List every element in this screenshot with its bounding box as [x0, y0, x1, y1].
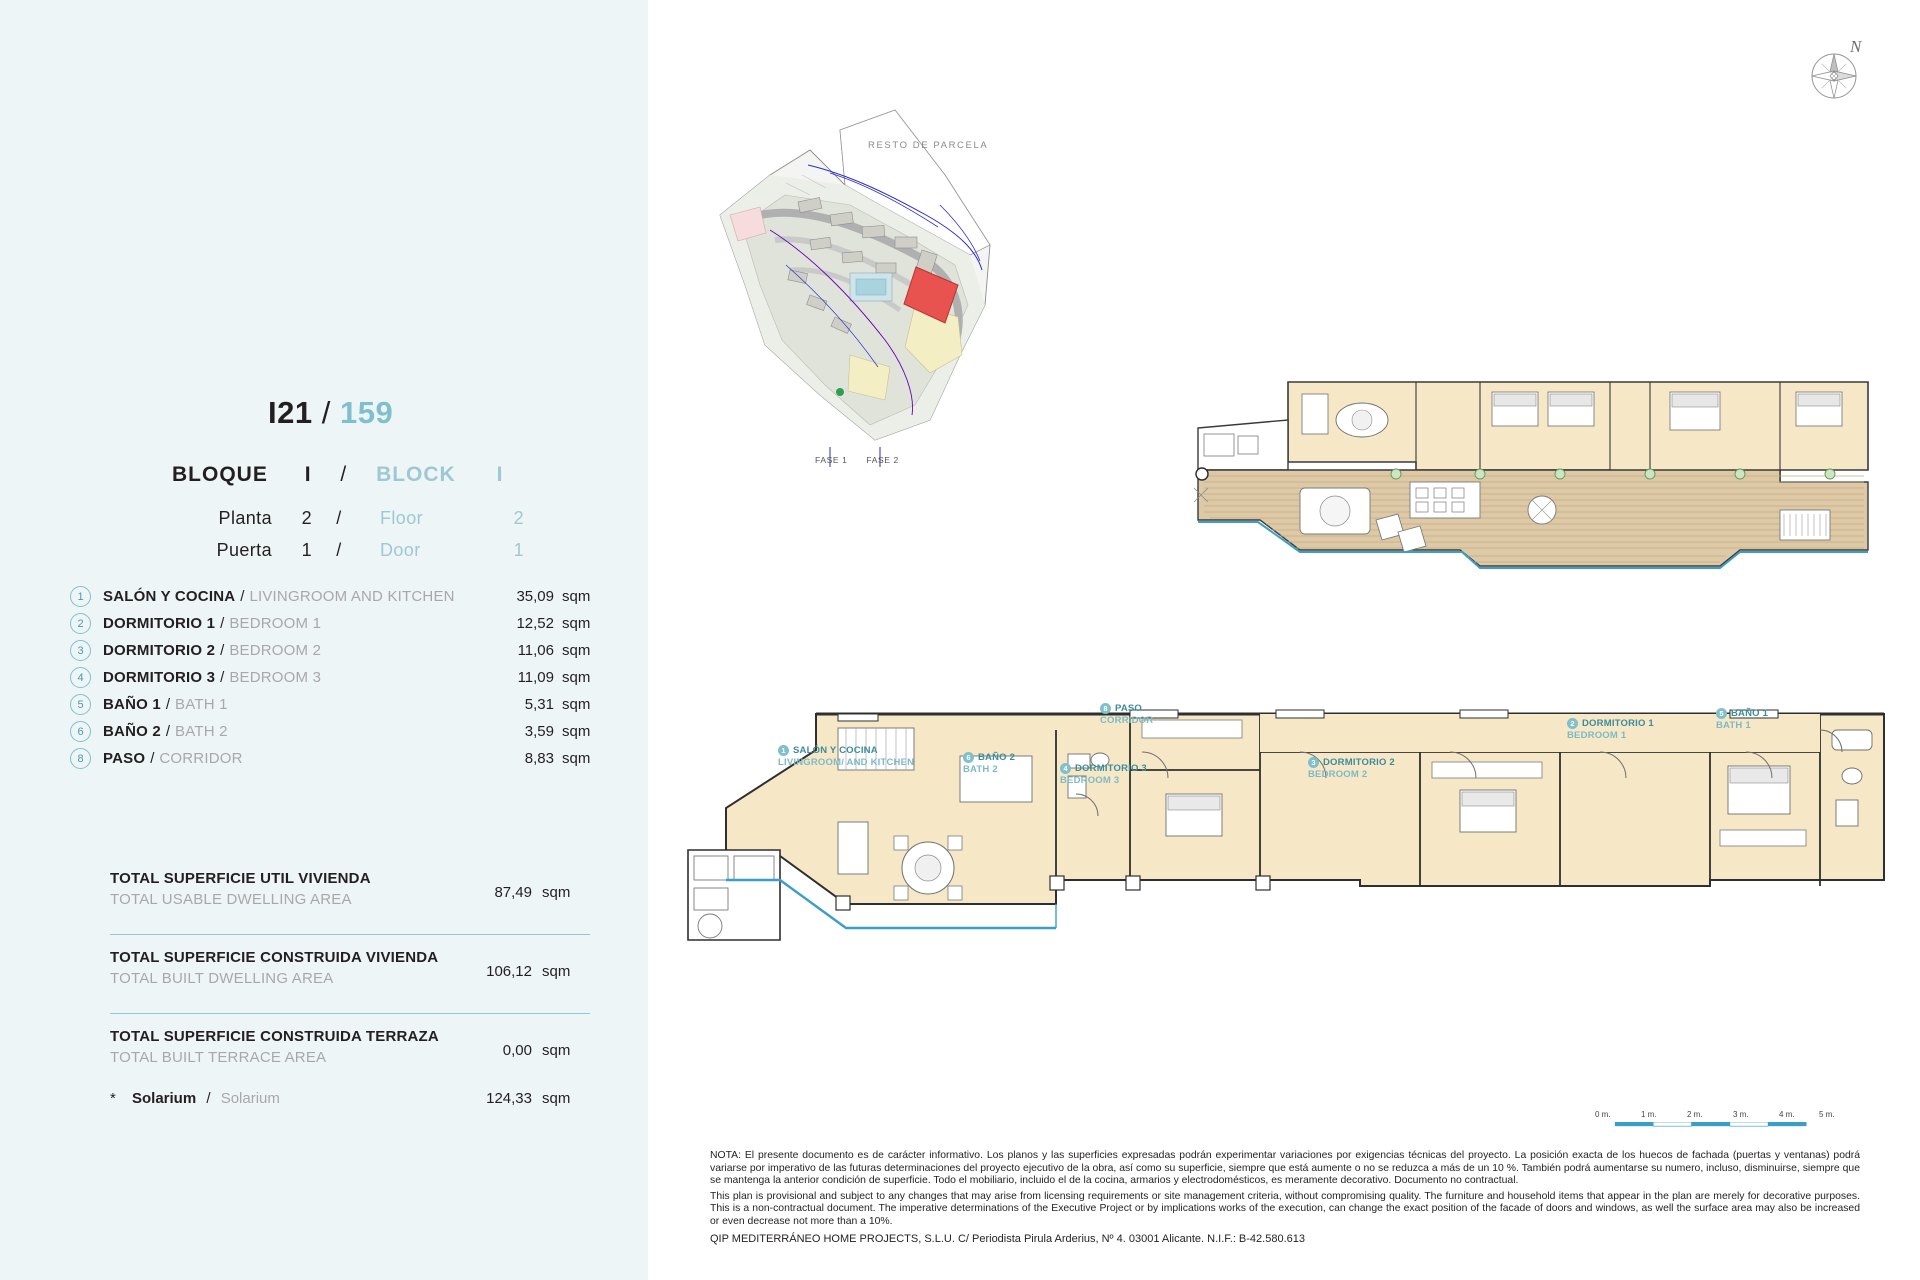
scale-tick: 5 m. [1819, 1110, 1835, 1119]
plan-label-en: BEDROOM 1 [1567, 729, 1627, 741]
total-unit: sqm [542, 884, 571, 901]
block-label-es: BLOQUE [172, 463, 268, 486]
door-value-en: 1 [513, 540, 524, 560]
solarium-number: 124,33 [486, 1090, 532, 1107]
plan-label-bath1 [1716, 708, 1768, 731]
room-number-badge: 6 [70, 721, 91, 742]
room-area-value: 11,09 [517, 669, 554, 686]
room-number-badge: 2 [1567, 718, 1578, 729]
scale-tick: 2 m. [1687, 1110, 1703, 1119]
solarium-row [110, 1090, 590, 1107]
room-name-es: DORMITORIO 3 [103, 669, 216, 686]
total-value [430, 963, 590, 980]
door-label-en: Door [380, 540, 421, 560]
site-plan-phase-labels [815, 455, 915, 465]
room-area-unit: sqm [562, 588, 591, 605]
room-name-en: CORRIDOR [159, 750, 243, 767]
dwelling-floor-plan [660, 690, 1890, 970]
list-item [70, 718, 610, 745]
solarium-value [430, 1090, 590, 1107]
plan-label-bedroom2 [1308, 757, 1395, 780]
total-number: 106,12 [486, 963, 532, 980]
unit-header [268, 395, 393, 431]
door-line [172, 540, 592, 561]
floor-label-es: Planta [218, 508, 272, 528]
block-label-en: BLOCK [376, 463, 456, 486]
room-area [430, 696, 610, 713]
list-item [70, 745, 610, 772]
unit-number: 159 [339, 395, 394, 430]
door-label-es: Puerta [216, 540, 272, 560]
plan-label-en: BEDROOM 3 [1060, 774, 1120, 786]
room-separator: / [165, 723, 171, 740]
plan-label-en: BATH 1 [1716, 719, 1751, 731]
plan-label-livingroom [778, 745, 914, 768]
list-item [70, 691, 610, 718]
plan-label-es: BAÑO 1 [1731, 708, 1769, 720]
room-number-badge: 4 [1060, 763, 1071, 774]
total-number: 0,00 [502, 1042, 532, 1059]
total-value [430, 1042, 590, 1059]
company-legal-line: QIP MEDITERRÁNEO HOME PROJECTS, S.L.U. C/ Periodista Pirula Arderius, Nº 4. 03001 Alicante. N.I.F.: B-42.580.613 [710, 1232, 1305, 1245]
room-number-badge: 4 [70, 667, 91, 688]
scale-bar-graphic [1595, 1122, 1833, 1127]
total-number: 87,49 [494, 884, 532, 901]
total-label-es: TOTAL SUPERFICIE CONSTRUIDA VIVIENDA [110, 949, 439, 966]
floor-value-en: 2 [513, 508, 524, 528]
floor-label-en: Floor [380, 508, 424, 528]
svg-text:N: N [1850, 37, 1862, 56]
scale-tick: 1 m. [1641, 1110, 1657, 1119]
plan-label-es: SALÓN Y COCINA [793, 745, 878, 757]
plan-label-en: LIVINGROOM/ AND KITCHEN [778, 756, 915, 768]
room-area [455, 588, 610, 605]
room-area-value: 35,09 [516, 588, 554, 605]
room-separator: / [220, 642, 225, 659]
total-terrace-area [110, 1028, 590, 1076]
room-name-en: BEDROOM 2 [229, 642, 322, 659]
room-area-unit: sqm [562, 696, 591, 713]
room-number-badge: 1 [70, 586, 91, 607]
room-area [430, 750, 610, 767]
room-number-badge: 8 [1100, 703, 1111, 714]
room-area-value: 5,31 [524, 696, 554, 713]
room-area-value: 8,83 [524, 750, 554, 767]
room-number-badge: 6 [963, 752, 974, 763]
scale-tick: 3 m. [1733, 1110, 1749, 1119]
total-unit: sqm [542, 1042, 571, 1059]
block-value-en: I [496, 463, 504, 486]
block-separator: / [340, 463, 348, 486]
floor-separator: / [336, 508, 342, 528]
list-item [70, 637, 610, 664]
room-name-es: DORMITORIO 1 [103, 615, 216, 632]
unit-code: I21 [268, 395, 313, 430]
room-area-unit: sqm [562, 642, 591, 659]
door-separator: / [336, 540, 342, 560]
room-area [430, 723, 610, 740]
room-separator: / [240, 588, 245, 605]
plan-label-es: DORMITORIO 2 [1323, 757, 1395, 769]
room-number-badge: 5 [1716, 708, 1727, 719]
info-panel [0, 0, 648, 1280]
solarium-label-en: Solarium [220, 1090, 280, 1107]
total-usable-area [110, 870, 590, 918]
plan-label-en: BEDROOM 2 [1308, 768, 1368, 780]
plan-label-bedroom3 [1060, 763, 1147, 786]
room-number-badge: 8 [70, 748, 91, 769]
solarium-separator: / [206, 1090, 211, 1107]
room-separator: / [220, 615, 225, 632]
room-name-en: BEDROOM 1 [229, 615, 322, 632]
room-separator: / [165, 696, 171, 713]
divider [110, 1013, 590, 1014]
room-number-badge: 5 [70, 694, 91, 715]
solarium-floor-plan [1180, 370, 1880, 620]
total-label-en: TOTAL BUILT DWELLING AREA [110, 970, 334, 987]
scale-tick: 0 m. [1595, 1110, 1611, 1119]
floor-value-es: 2 [301, 508, 312, 528]
room-area-unit: sqm [562, 750, 591, 767]
room-name-en: LIVINGROOM AND KITCHEN [249, 588, 455, 605]
block-value-es: I [304, 463, 312, 486]
phase-1-label: FASE 1 [815, 455, 848, 465]
plan-label-en: BATH 2 [963, 763, 998, 775]
total-built-area [110, 949, 590, 997]
room-number-badge: 3 [1308, 757, 1319, 768]
plan-label-es: DORMITORIO 3 [1075, 763, 1147, 775]
solarium-label-es: Solarium [132, 1090, 197, 1107]
plan-label-corridor [1100, 703, 1153, 726]
room-number-badge: 2 [70, 613, 91, 634]
list-item [70, 610, 610, 637]
disclaimer-note [710, 1150, 1860, 1245]
asterisk: * [110, 1090, 116, 1107]
room-number-badge: 3 [70, 640, 91, 661]
divider [110, 934, 590, 935]
site-plan [690, 55, 1160, 475]
room-name-es: BAÑO 1 [103, 696, 161, 713]
room-area [430, 615, 610, 632]
room-name-es: BAÑO 2 [103, 723, 161, 740]
total-label-es: TOTAL SUPERFICIE CONSTRUIDA TERRAZA [110, 1028, 439, 1045]
site-plan-parcel-label: RESTO DE PARCELA [868, 140, 989, 151]
door-value-es: 1 [301, 540, 312, 560]
total-label-en: TOTAL BUILT TERRACE AREA [110, 1049, 327, 1066]
room-area-unit: sqm [562, 723, 591, 740]
room-name-es: PASO [103, 750, 146, 767]
compass-rose-icon [1800, 36, 1872, 108]
total-value [430, 884, 590, 901]
plan-label-es: DORMITORIO 1 [1582, 718, 1654, 730]
list-item [70, 583, 610, 610]
room-name-es: SALÓN Y COCINA [103, 588, 236, 605]
note-text-es: NOTA: El presente documento es de carácter informativo. Los planos y las superficies expresadas podrán experimentar variaciones por exigencias técnicas del proyecto. La posición exacta de los huecos de fachada (puertas y ventanas) podrá variarse por imperativo de las futuras determinaciones del proyecto ejecutivo de la obra, así como su superficie, siempre que está aumente o no se reduzca a más de un 10 %. También podrá aumentarse su numero, incluso, disminuirse, siempre que se mantenga la anterior condición de superficie. Todo el mobiliario, incluido el de la cocina, armarios y electrodomésticos, es meramente decorativo. Documento no contractual. [710, 1150, 1860, 1187]
plan-label-es: PASO [1115, 703, 1143, 715]
room-legend-list [70, 583, 610, 772]
room-name-es: DORMITORIO 2 [103, 642, 216, 659]
solarium-unit: sqm [542, 1090, 571, 1107]
block-line [172, 463, 592, 487]
scale-bar [1595, 1110, 1845, 1134]
plan-label-bedroom1 [1567, 718, 1654, 741]
room-area-unit: sqm [562, 669, 591, 686]
room-area-value: 11,06 [517, 642, 554, 659]
room-area-value: 12,52 [516, 615, 554, 632]
plan-label-en: CORRIDOR [1100, 714, 1154, 726]
room-area [430, 642, 610, 659]
room-area-unit: sqm [562, 615, 591, 632]
total-label-es: TOTAL SUPERFICIE UTIL VIVIENDA [110, 870, 371, 887]
total-label-en: TOTAL USABLE DWELLING AREA [110, 891, 352, 908]
list-item [70, 664, 610, 691]
note-text-en: This plan is provisional and subject to any changes that may arise from licensing requirements or site management criteria, without compromising quality. The furniture and household items that appear in the plan are merely for decorative purposes. This is a non-contractual document. The imperative determinations of the Executive Project or by implications works of the execution, can change the exact position of the facade of doors and windows, as well the surface area may also be increased or even decrease not more than a 10%. [710, 1190, 1860, 1227]
total-unit: sqm [542, 963, 571, 980]
floor-line [172, 508, 592, 529]
room-number-badge: 1 [778, 745, 789, 756]
room-name-en: BATH 2 [175, 723, 228, 740]
room-name-en: BATH 1 [175, 696, 228, 713]
room-area-value: 3,59 [524, 723, 554, 740]
room-area [430, 669, 610, 686]
plan-label-es: BAÑO 2 [978, 752, 1016, 764]
room-name-en: BEDROOM 3 [229, 669, 322, 686]
scale-tick: 4 m. [1779, 1110, 1795, 1119]
totals-section [110, 870, 590, 1107]
room-separator: / [220, 669, 225, 686]
unit-separator: / [321, 395, 331, 430]
room-separator: / [150, 750, 155, 767]
plan-label-bath2 [963, 752, 1015, 775]
phase-2-label: FASE 2 [866, 455, 899, 465]
